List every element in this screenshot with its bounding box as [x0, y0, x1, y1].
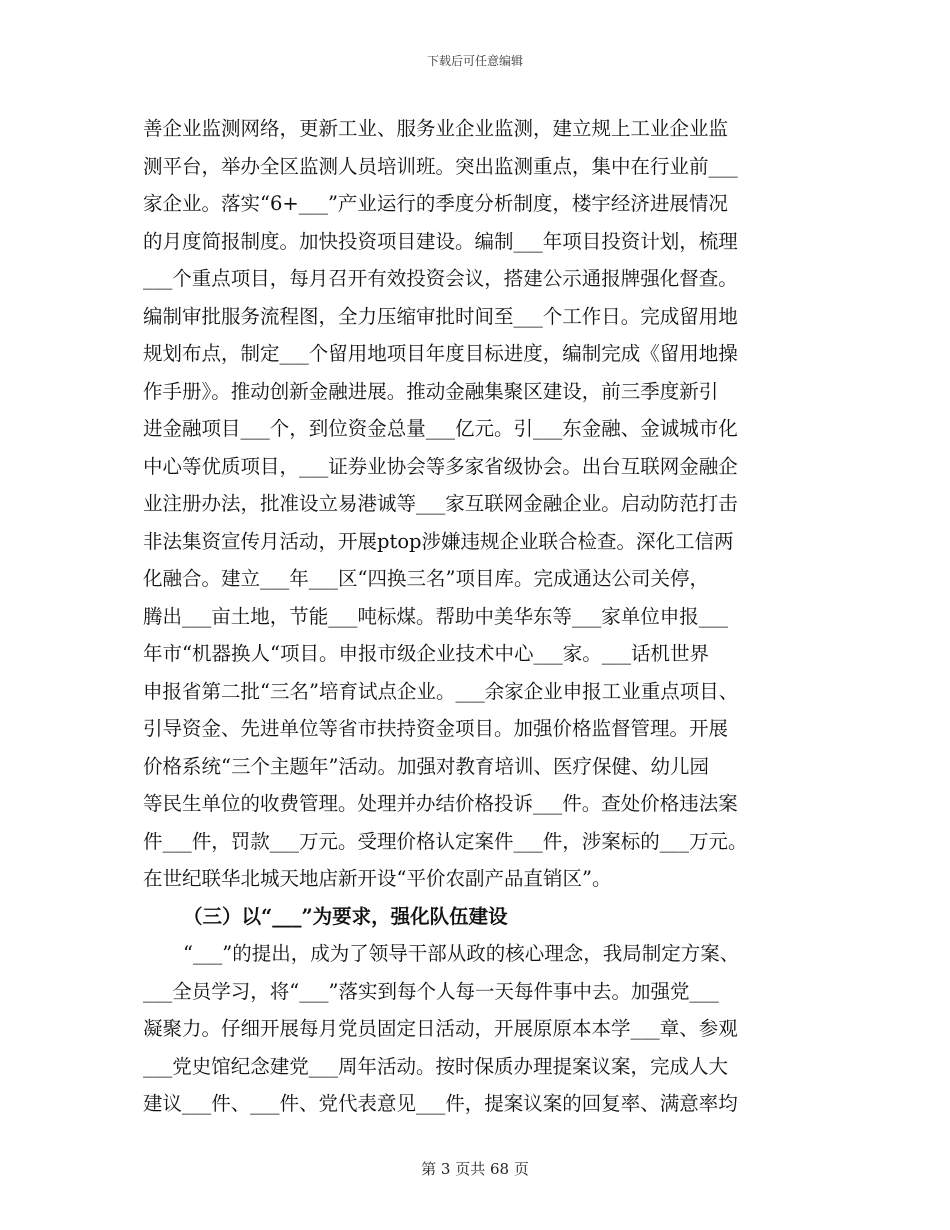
paragraph-line: 进金融项目___个，到位资金总量___亿元。引___东金融、金诚城市化 [143, 417, 738, 440]
paragraph-line: 中心等优质项目，___证券业协会等多家省级协会。出台互联网金融企 [143, 454, 738, 478]
section-heading: （三）以“___”为要求，强化队伍建设 [183, 904, 508, 928]
page-footer: 第 3 页共 68 页 [421, 1160, 529, 1178]
paragraph-line: ___全员学习，将“___”落实到每个人每一天每件事中去。加强党___ [143, 979, 719, 1003]
paragraph-line: 善企业监测网络，更新工业、服务业企业监测，建立规上工业企业监 [143, 117, 729, 140]
paragraph-line: 件___件，罚款___万元。受理价格认定案件___件，涉案标的___万元。 [143, 829, 748, 853]
paragraph-line: 家企业。落实“6+___”产业运行的季度分析制度，楼宇经济进展情况 [143, 192, 728, 215]
paragraph-line: 引导资金、先进单位等省市扶持资金项目。加强价格监督管理。开展 [143, 717, 729, 740]
paragraph-line: 测平台，举办全区监测人员培训班。突出监测重点，集中在行业前___ [143, 154, 738, 178]
paragraph-line: 凝聚力。仔细开展每月党员固定日活动，开展原原本本学___章、参观 [143, 1017, 738, 1040]
paragraph-line: 腾出___亩土地，节能___吨标煤。帮助中美华东等___家单位申报___ [143, 604, 729, 628]
paragraph-line: 规划布点，制定___个留用地项目年度目标进度，编制完成《留用地操 [143, 342, 738, 365]
paragraph-line: 编制审批服务流程图，全力压缩审批时间至___个工作日。完成留用地 [143, 304, 738, 328]
page-header: 下载后可任意编辑 [426, 54, 523, 68]
paragraph-line: 的月度简报制度。加快投资项目建设。编制___年项目投资计划，梳理 [143, 229, 738, 253]
paragraph-line: 在世纪联华北城天地店新开设“平价农副产品直销区”。 [143, 867, 612, 890]
paragraph-line: 作手册》。推动创新金融进展。推动金融集聚区建设，前三季度新引 [143, 379, 719, 403]
paragraph-line: 化融合。建立___年___区“四换三名”项目库。完成通达公司关停， [143, 567, 709, 590]
paragraph-line: 申报省第二批“三名”培育试点企业。___余家企业申报工业重点项目、 [143, 679, 739, 703]
paragraph-line: 等民生单位的收费管理。处理并办结价格投诉___件。查处价格违法案 [143, 792, 738, 815]
paragraph-line: “___”的提出，成为了领导干部从政的核心理念，我局制定方案、 [183, 942, 740, 965]
paragraph-line: 业注册办法，批准设立易港诚等___家互联网金融企业。启动防范打击 [143, 492, 738, 515]
paragraph-line: 价格系统“三个主题年”活动。加强对教育培训、医疗保健、幼儿园 [143, 754, 709, 778]
document-body [143, 110, 823, 1123]
paragraph-line: ___个重点项目，每月召开有效投资会议，搭建公示通报牌强化督查。 [143, 267, 738, 290]
paragraph-line: 非法集资宣传月活动，开展ptop涉嫌违规企业联合检查。深化工信两 [143, 529, 734, 553]
paragraph-line: 年市“机器换人“项目。申报市级企业技术中心___家。___话机世界 [143, 642, 709, 665]
paragraph-line: 建议___件、___件、党代表意见___件，提案议案的回复率、满意率均 [143, 1092, 738, 1115]
paragraph-line: ___党史馆纪念建党___周年活动。按时保质办理提案议案，完成人大 [143, 1054, 729, 1078]
